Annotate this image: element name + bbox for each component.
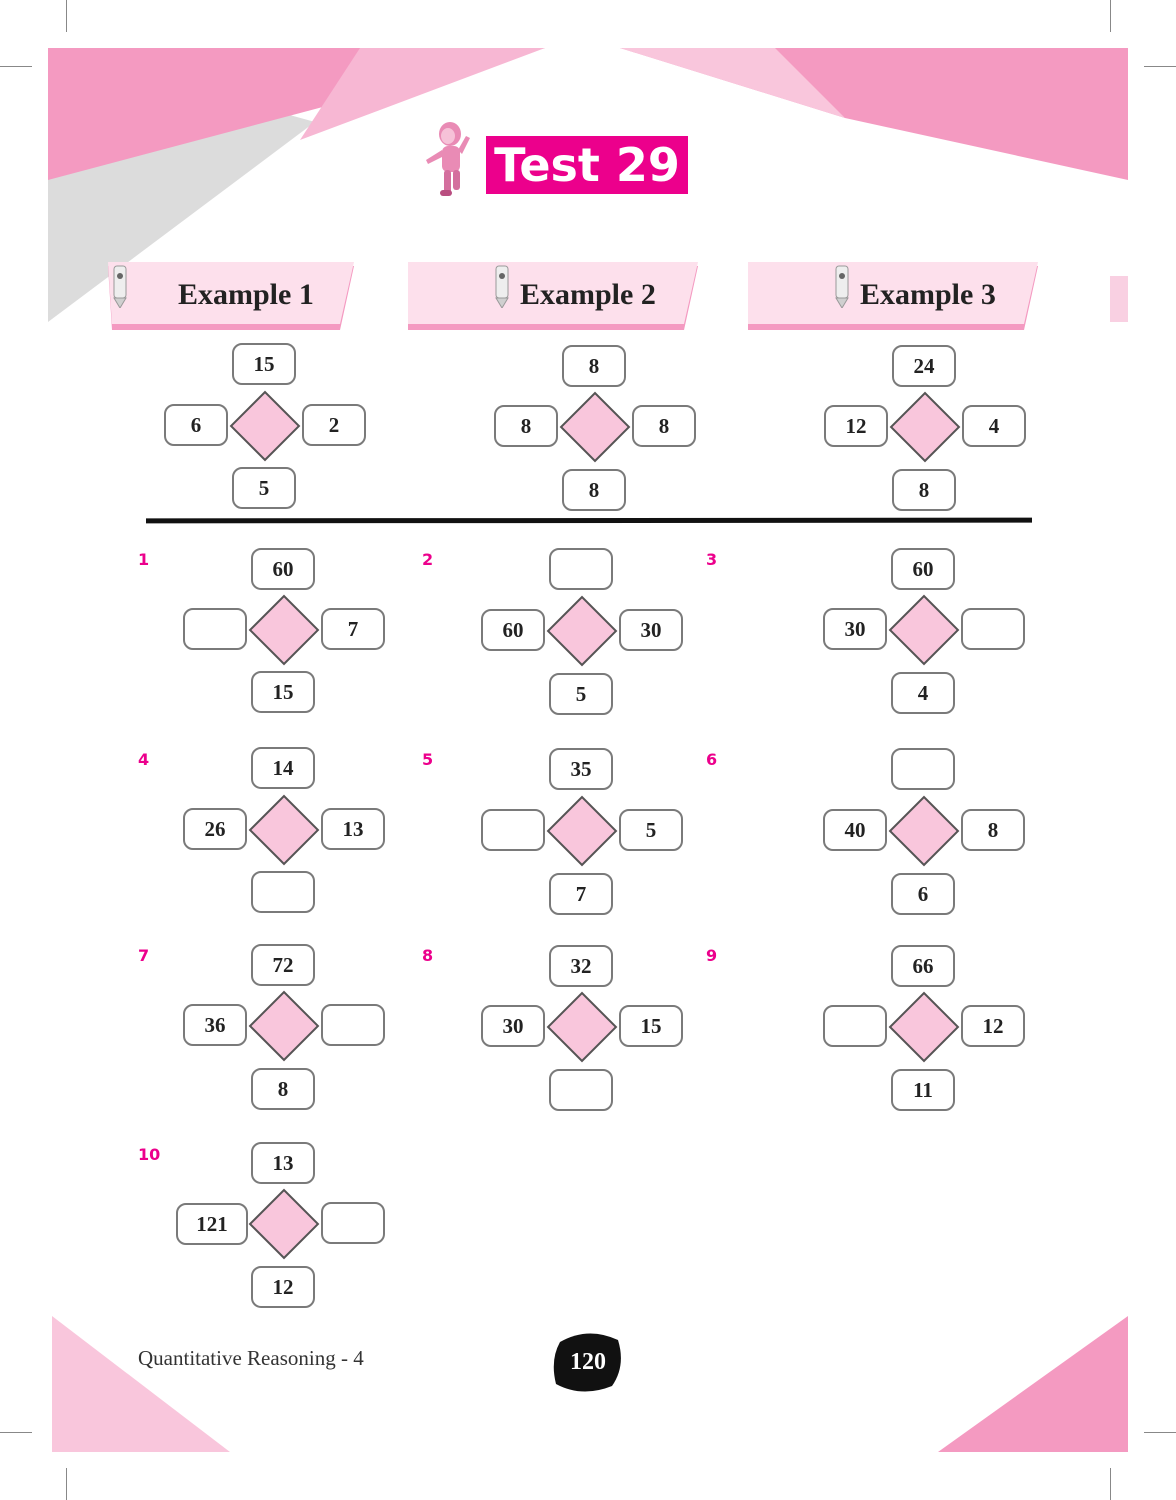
right-answer-box[interactable] xyxy=(321,1202,385,1244)
center-diamond xyxy=(249,991,320,1062)
top-box: 66 xyxy=(891,945,955,987)
bottom-box: 6 xyxy=(891,873,955,915)
right-answer-box[interactable] xyxy=(321,1004,385,1046)
question-number: 3 xyxy=(706,550,718,569)
question-number: 4 xyxy=(138,750,150,769)
page-number: 120 xyxy=(570,1349,606,1375)
left-box: 26 xyxy=(183,808,247,850)
center-diamond xyxy=(249,1189,320,1260)
bottom-box: 5 xyxy=(232,467,296,509)
left-box: 12 xyxy=(824,405,888,447)
section-divider xyxy=(146,518,1032,524)
question-number: 8 xyxy=(422,946,434,965)
top-box: 8 xyxy=(562,345,626,387)
top-box: 60 xyxy=(891,548,955,590)
bottom-box: 4 xyxy=(891,672,955,714)
pencil-mascot-icon xyxy=(490,262,514,308)
crop-mark xyxy=(1110,1468,1111,1500)
center-diamond xyxy=(249,595,320,666)
top-box: 35 xyxy=(549,748,613,790)
bottom-box: 12 xyxy=(251,1266,315,1308)
left-box: 121 xyxy=(176,1203,248,1245)
bottom-box: 15 xyxy=(251,671,315,713)
example-label: Example 2 xyxy=(520,278,656,311)
top-box: 24 xyxy=(892,345,956,387)
right-box: 8 xyxy=(961,809,1025,851)
left-box: 30 xyxy=(823,608,887,650)
bottom-box: 11 xyxy=(891,1069,955,1111)
top-answer-box[interactable] xyxy=(891,748,955,790)
bottom-answer-box[interactable] xyxy=(549,1069,613,1111)
bottom-box: 8 xyxy=(251,1068,315,1110)
question-number: 5 xyxy=(422,750,434,769)
example-label: Example 1 xyxy=(178,278,314,311)
center-diamond xyxy=(249,795,320,866)
right-box: 12 xyxy=(961,1005,1025,1047)
bottom-box: 5 xyxy=(549,673,613,715)
center-diamond xyxy=(547,992,618,1063)
center-diamond xyxy=(230,391,301,462)
right-box: 4 xyxy=(962,405,1026,447)
question-number: 2 xyxy=(422,550,434,569)
page-title: Test 29 xyxy=(486,136,688,194)
girl-mascot-icon xyxy=(420,120,474,198)
top-box: 60 xyxy=(251,548,315,590)
crop-mark xyxy=(66,1468,67,1500)
top-box: 72 xyxy=(251,944,315,986)
right-box: 5 xyxy=(619,809,683,851)
question-number: 9 xyxy=(706,946,718,965)
book-title: Quantitative Reasoning - 4 xyxy=(138,1346,364,1370)
top-box: 13 xyxy=(251,1142,315,1184)
right-box: 7 xyxy=(321,608,385,650)
bottom-answer-box[interactable] xyxy=(251,871,315,913)
center-diamond xyxy=(889,595,960,666)
question-number: 7 xyxy=(138,946,150,965)
right-answer-box[interactable] xyxy=(961,608,1025,650)
left-box: 36 xyxy=(183,1004,247,1046)
right-box: 30 xyxy=(619,609,683,651)
top-box: 14 xyxy=(251,747,315,789)
bottom-box: 8 xyxy=(562,469,626,511)
example-label: Example 3 xyxy=(860,278,996,311)
top-answer-box[interactable] xyxy=(549,548,613,590)
bottom-box: 7 xyxy=(549,873,613,915)
left-box: 6 xyxy=(164,404,228,446)
center-diamond xyxy=(560,392,631,463)
pencil-mascot-icon xyxy=(830,262,854,308)
right-box: 13 xyxy=(321,808,385,850)
left-box: 60 xyxy=(481,609,545,651)
left-answer-box[interactable] xyxy=(183,608,247,650)
question-number: 10 xyxy=(138,1145,161,1164)
center-diamond xyxy=(547,596,618,667)
question-number: 6 xyxy=(706,750,718,769)
center-diamond xyxy=(889,992,960,1063)
top-box: 32 xyxy=(549,945,613,987)
right-box: 2 xyxy=(302,404,366,446)
example-banner-2 xyxy=(408,262,698,332)
center-diamond xyxy=(889,796,960,867)
pencil-mascot-icon xyxy=(108,262,132,308)
title-block xyxy=(420,118,690,200)
right-box: 15 xyxy=(619,1005,683,1047)
center-diamond xyxy=(547,796,618,867)
center-diamond xyxy=(890,392,961,463)
top-box: 15 xyxy=(232,343,296,385)
example-banner-3 xyxy=(748,262,1038,332)
right-box: 8 xyxy=(632,405,696,447)
example-banner-1 xyxy=(108,262,398,332)
left-answer-box[interactable] xyxy=(823,1005,887,1047)
left-box: 8 xyxy=(494,405,558,447)
left-answer-box[interactable] xyxy=(481,809,545,851)
bottom-box: 8 xyxy=(892,469,956,511)
left-box: 30 xyxy=(481,1005,545,1047)
left-box: 40 xyxy=(823,809,887,851)
question-number: 1 xyxy=(138,550,150,569)
